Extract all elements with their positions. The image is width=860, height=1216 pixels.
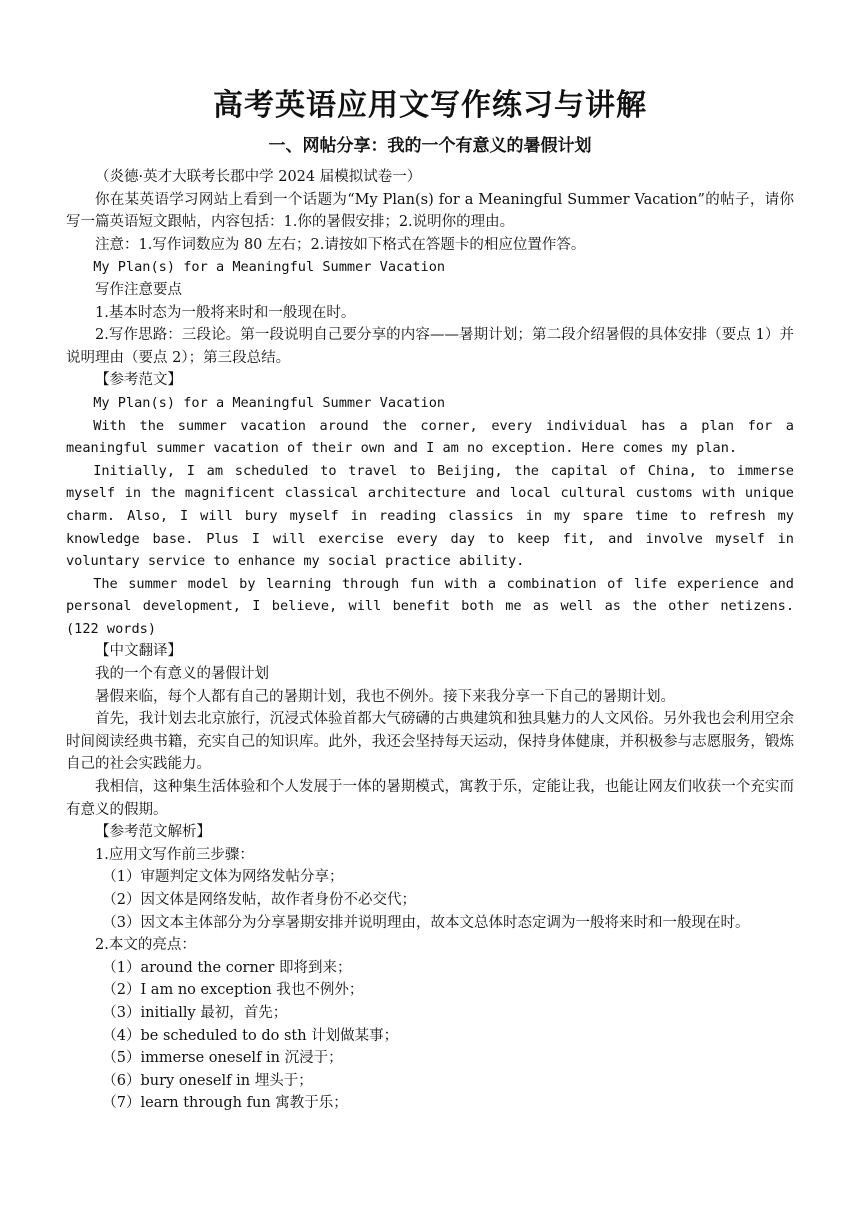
tip-item: 1.基本时态为一般将来时和一般现在时。 bbox=[95, 304, 356, 321]
format-title: My Plan(s) for a Meaningful Summer Vacation bbox=[93, 259, 446, 276]
list-item: （1）around the corner 即将到来； bbox=[102, 959, 352, 976]
model-essay-heading: 【参考范文】 bbox=[95, 372, 182, 389]
list-item: （7）learn through fun 寓教于乐； bbox=[102, 1095, 348, 1112]
essay-paragraph: With the summer vacation around the corner, every individual has a plan for a meaningful summer vacation of their own and I am no exception. Here comes my plan. bbox=[66, 417, 794, 457]
list-item: （2）因文体是网络发帖，故作者身份不必交代； bbox=[102, 892, 416, 908]
list-item: （3）因文本主体部分为分享暑期安排并说明理由，故本文总体时态定调为一般将来时和一般现在时。 bbox=[102, 914, 750, 931]
list-item: （6）bury oneself in 埋头于； bbox=[102, 1072, 313, 1089]
essay-paragraph: Initially, I am scheduled to travel to Beijing, the capital of China, to immerse myself in the magnificent classical architecture and local cultural customs with unique charm. Also, I will bury myself in reading classics in my spare time to refresh my knowledge base. Plus I will exercise every day to keep fit, and involve myself in voluntary service to enhance my social practice ability. bbox=[66, 462, 794, 570]
analysis-highlights-title: 2.本文的亮点： bbox=[95, 937, 196, 954]
task-prompt: 你在某英语学习网站上看到一个话题为“My Plan(s) for a Meaningful Summer Vacation”的帖子，请你写一篇英语短文跟帖，内容包括：1.你的暑假安排；2.说明你的理由。 bbox=[66, 191, 794, 231]
list-item: （4）be scheduled to do sth 计划做某事； bbox=[102, 1027, 399, 1044]
list-item: （1）审题判定文体为网络发帖分享； bbox=[102, 869, 344, 886]
list-item: （2）I am no exception 我也不例外； bbox=[102, 982, 364, 999]
analysis-highlights-list bbox=[66, 957, 794, 1115]
analysis-steps-list bbox=[66, 866, 794, 934]
section-title: 一、网帖分享：我的一个有意义的暑假计划 bbox=[268, 136, 592, 156]
task-note: 注意：1.写作词数应为 80 左右；2.请按如下格式在答题卡的相应位置作答。 bbox=[95, 236, 586, 253]
list-item: （3）initially 最初，首先； bbox=[102, 1004, 288, 1021]
essay-paragraph: The summer model by learning through fun with a combination of life experience and personal development, I believe, will benefit both me as well as the other netizens. (122 words) bbox=[66, 575, 794, 637]
tip-item: 2.写作思路：三段论。第一段说明自己要分享的内容——暑期计划；第二段介绍暑假的具体安排（要点 1）并说明理由（要点 2）；第三段总结。 bbox=[66, 327, 794, 366]
list-item: （5）immerse oneself in 沉浸于； bbox=[102, 1050, 343, 1067]
tips-heading: 写作注意要点 bbox=[95, 281, 182, 298]
analysis-steps-title: 1.应用文写作前三步骤： bbox=[95, 846, 254, 863]
translation-paragraph: 暑假来临，每个人都有自己的暑期计划，我也不例外。接下来我分享一下自己的暑期计划。 bbox=[95, 688, 675, 705]
translation-paragraph: 首先，我计划去北京旅行，沉浸式体验首都大气磅礴的古典建筑和独具魅力的人文风俗。另外我也会利用空余时间阅读经典书籍，充实自己的知识库。此外，我还会坚持每天运动，保持身体健康，并积极参与志愿服务，锻炼自己的社会实践能力。 bbox=[66, 711, 794, 773]
translation-heading: 【中文翻译】 bbox=[95, 643, 182, 660]
translation-paragraph: 我相信，这种集生活体验和个人发展于一体的暑期模式，寓教于乐，定能让我，也能让网友们收获一个充实而有意义的假期。 bbox=[66, 779, 794, 818]
task-source: （炎德·英才大联考长郡中学 2024 届模拟试卷一） bbox=[95, 169, 422, 185]
page-title: 高考英语应用文写作练习与讲解 bbox=[213, 88, 647, 123]
model-essay-title: My Plan(s) for a Meaningful Summer Vacation bbox=[93, 394, 446, 411]
analysis-heading: 【参考范文解析】 bbox=[95, 824, 211, 841]
translation-title: 我的一个有意义的暑假计划 bbox=[95, 666, 269, 683]
